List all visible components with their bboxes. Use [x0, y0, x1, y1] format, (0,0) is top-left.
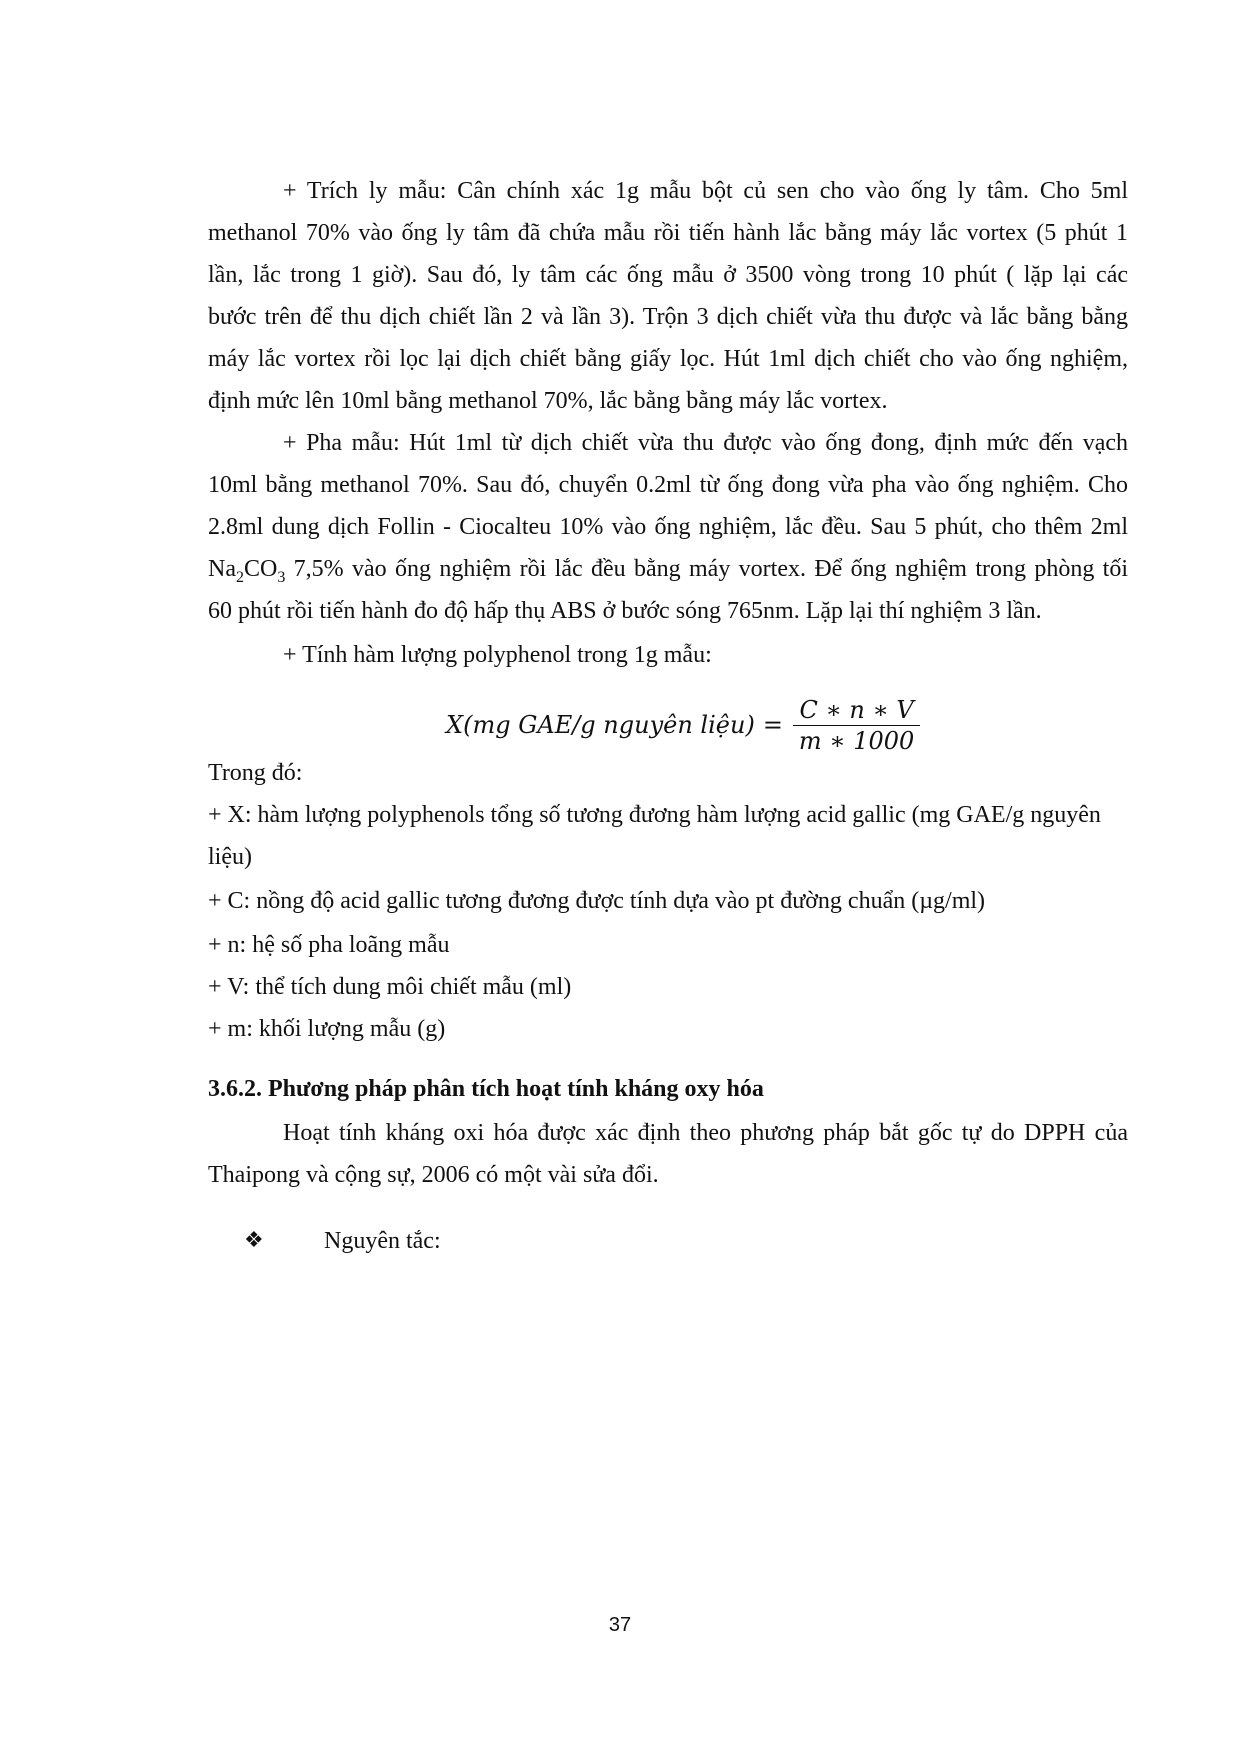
- diamond-bullet-icon: ❖: [244, 1228, 264, 1253]
- formula-lhs: X(mg GAE/g nguyên liệu): [446, 711, 755, 739]
- dilution-line-4: [208, 554, 1128, 584]
- section-paragraph-line-2: Thaipong và cộng sự, 2006 có một vài sửa đổi.: [208, 1162, 659, 1188]
- na-subscript: 2: [235, 568, 244, 586]
- polyphenol-formula: [446, 690, 920, 760]
- page-number: 37: [608, 1614, 632, 1636]
- extraction-line-3: lần, lắc trong 1 giờ). Sau đó, ly tâm các ống mẫu ở 3500 vòng trong 10 phút ( lặp lại các: [208, 262, 1128, 288]
- dilution-line-2: 10ml bằng methanol 70%. Sau đó, chuyển 0.2ml từ ống đong vừa pha vào ống nghiệm. Cho: [208, 472, 1128, 498]
- formula-fraction: [793, 695, 920, 756]
- dilution-line-4-rest: 7,5% vào ống nghiệm rồi lắc đều bằng máy vortex. Để ống nghiệm trong phòng tối: [285, 556, 1128, 582]
- definition-x-line-1: + X: hàm lượng polyphenols tổng số tương đương hàm lượng acid gallic (mg GAE/g nguyên: [208, 802, 1101, 828]
- dilution-line-1: + Pha mẫu: Hút 1ml từ dịch chiết vừa thu được vào ống đong, định mức đến vạch: [283, 430, 1128, 456]
- co-text: CO: [243, 556, 278, 582]
- formula-denominator: m ∗ 1000: [798, 726, 915, 755]
- calc-intro: + Tính hàm lượng polyphenol trong 1g mẫu:: [283, 642, 712, 668]
- principle-label: Nguyên tắc:: [324, 1228, 441, 1254]
- extraction-line-5: máy lắc vortex rồi lọc lại dịch chiết bằng giấy lọc. Hút 1ml dịch chiết cho vào ống nghiệm,: [208, 346, 1128, 372]
- co-subscript: 3: [277, 568, 286, 586]
- where-label: Trong đó:: [208, 760, 303, 786]
- definition-c: + C: nồng độ acid gallic tương đương được tính dựa vào pt đường chuẩn (µg/ml): [208, 888, 986, 914]
- extraction-line-2: methanol 70% vào ống ly tâm đã chứa mẫu rồi tiến hành lắc bằng máy lắc vortex (5 phút 1: [208, 220, 1128, 246]
- definition-n: + n: hệ số pha loãng mẫu: [208, 932, 450, 958]
- definition-x-line-2: liệu): [208, 844, 252, 870]
- definition-v: + V: thể tích dung môi chiết mẫu (ml): [208, 974, 572, 1000]
- extraction-line-1: + Trích ly mẫu: Cân chính xác 1g mẫu bột củ sen cho vào ống ly tâm. Cho 5ml: [283, 178, 1128, 204]
- na-text: Na: [208, 556, 236, 582]
- dilution-line-3: 2.8ml dung dịch Follin - Ciocalteu 10% vào ống nghiệm, lắc đều. Sau 5 phút, cho thêm 2ml: [208, 514, 1128, 540]
- extraction-line-6: định mức lên 10ml bằng methanol 70%, lắc bằng bằng máy lắc vortex.: [208, 388, 888, 414]
- section-paragraph-line-1: Hoạt tính kháng oxi hóa được xác định theo phương pháp bắt gốc tự do DPPH của: [283, 1120, 1128, 1146]
- extraction-line-4: bước trên để thu dịch chiết lần 2 và lần 3). Trộn 3 dịch chiết vừa thu được và lắc bằng bằng: [208, 304, 1128, 330]
- definition-m: + m: khối lượng mẫu (g): [208, 1016, 446, 1042]
- dilution-line-5: 60 phút rồi tiến hành đo độ hấp thụ ABS ở bước sóng 765nm. Lặp lại thí nghiệm 3 lần.: [208, 598, 1042, 624]
- section-heading: 3.6.2. Phương pháp phân tích hoạt tính kháng oxy hóa: [208, 1076, 764, 1102]
- formula-numerator: C ∗ n ∗ V: [799, 695, 914, 724]
- formula-equals: =: [762, 711, 783, 739]
